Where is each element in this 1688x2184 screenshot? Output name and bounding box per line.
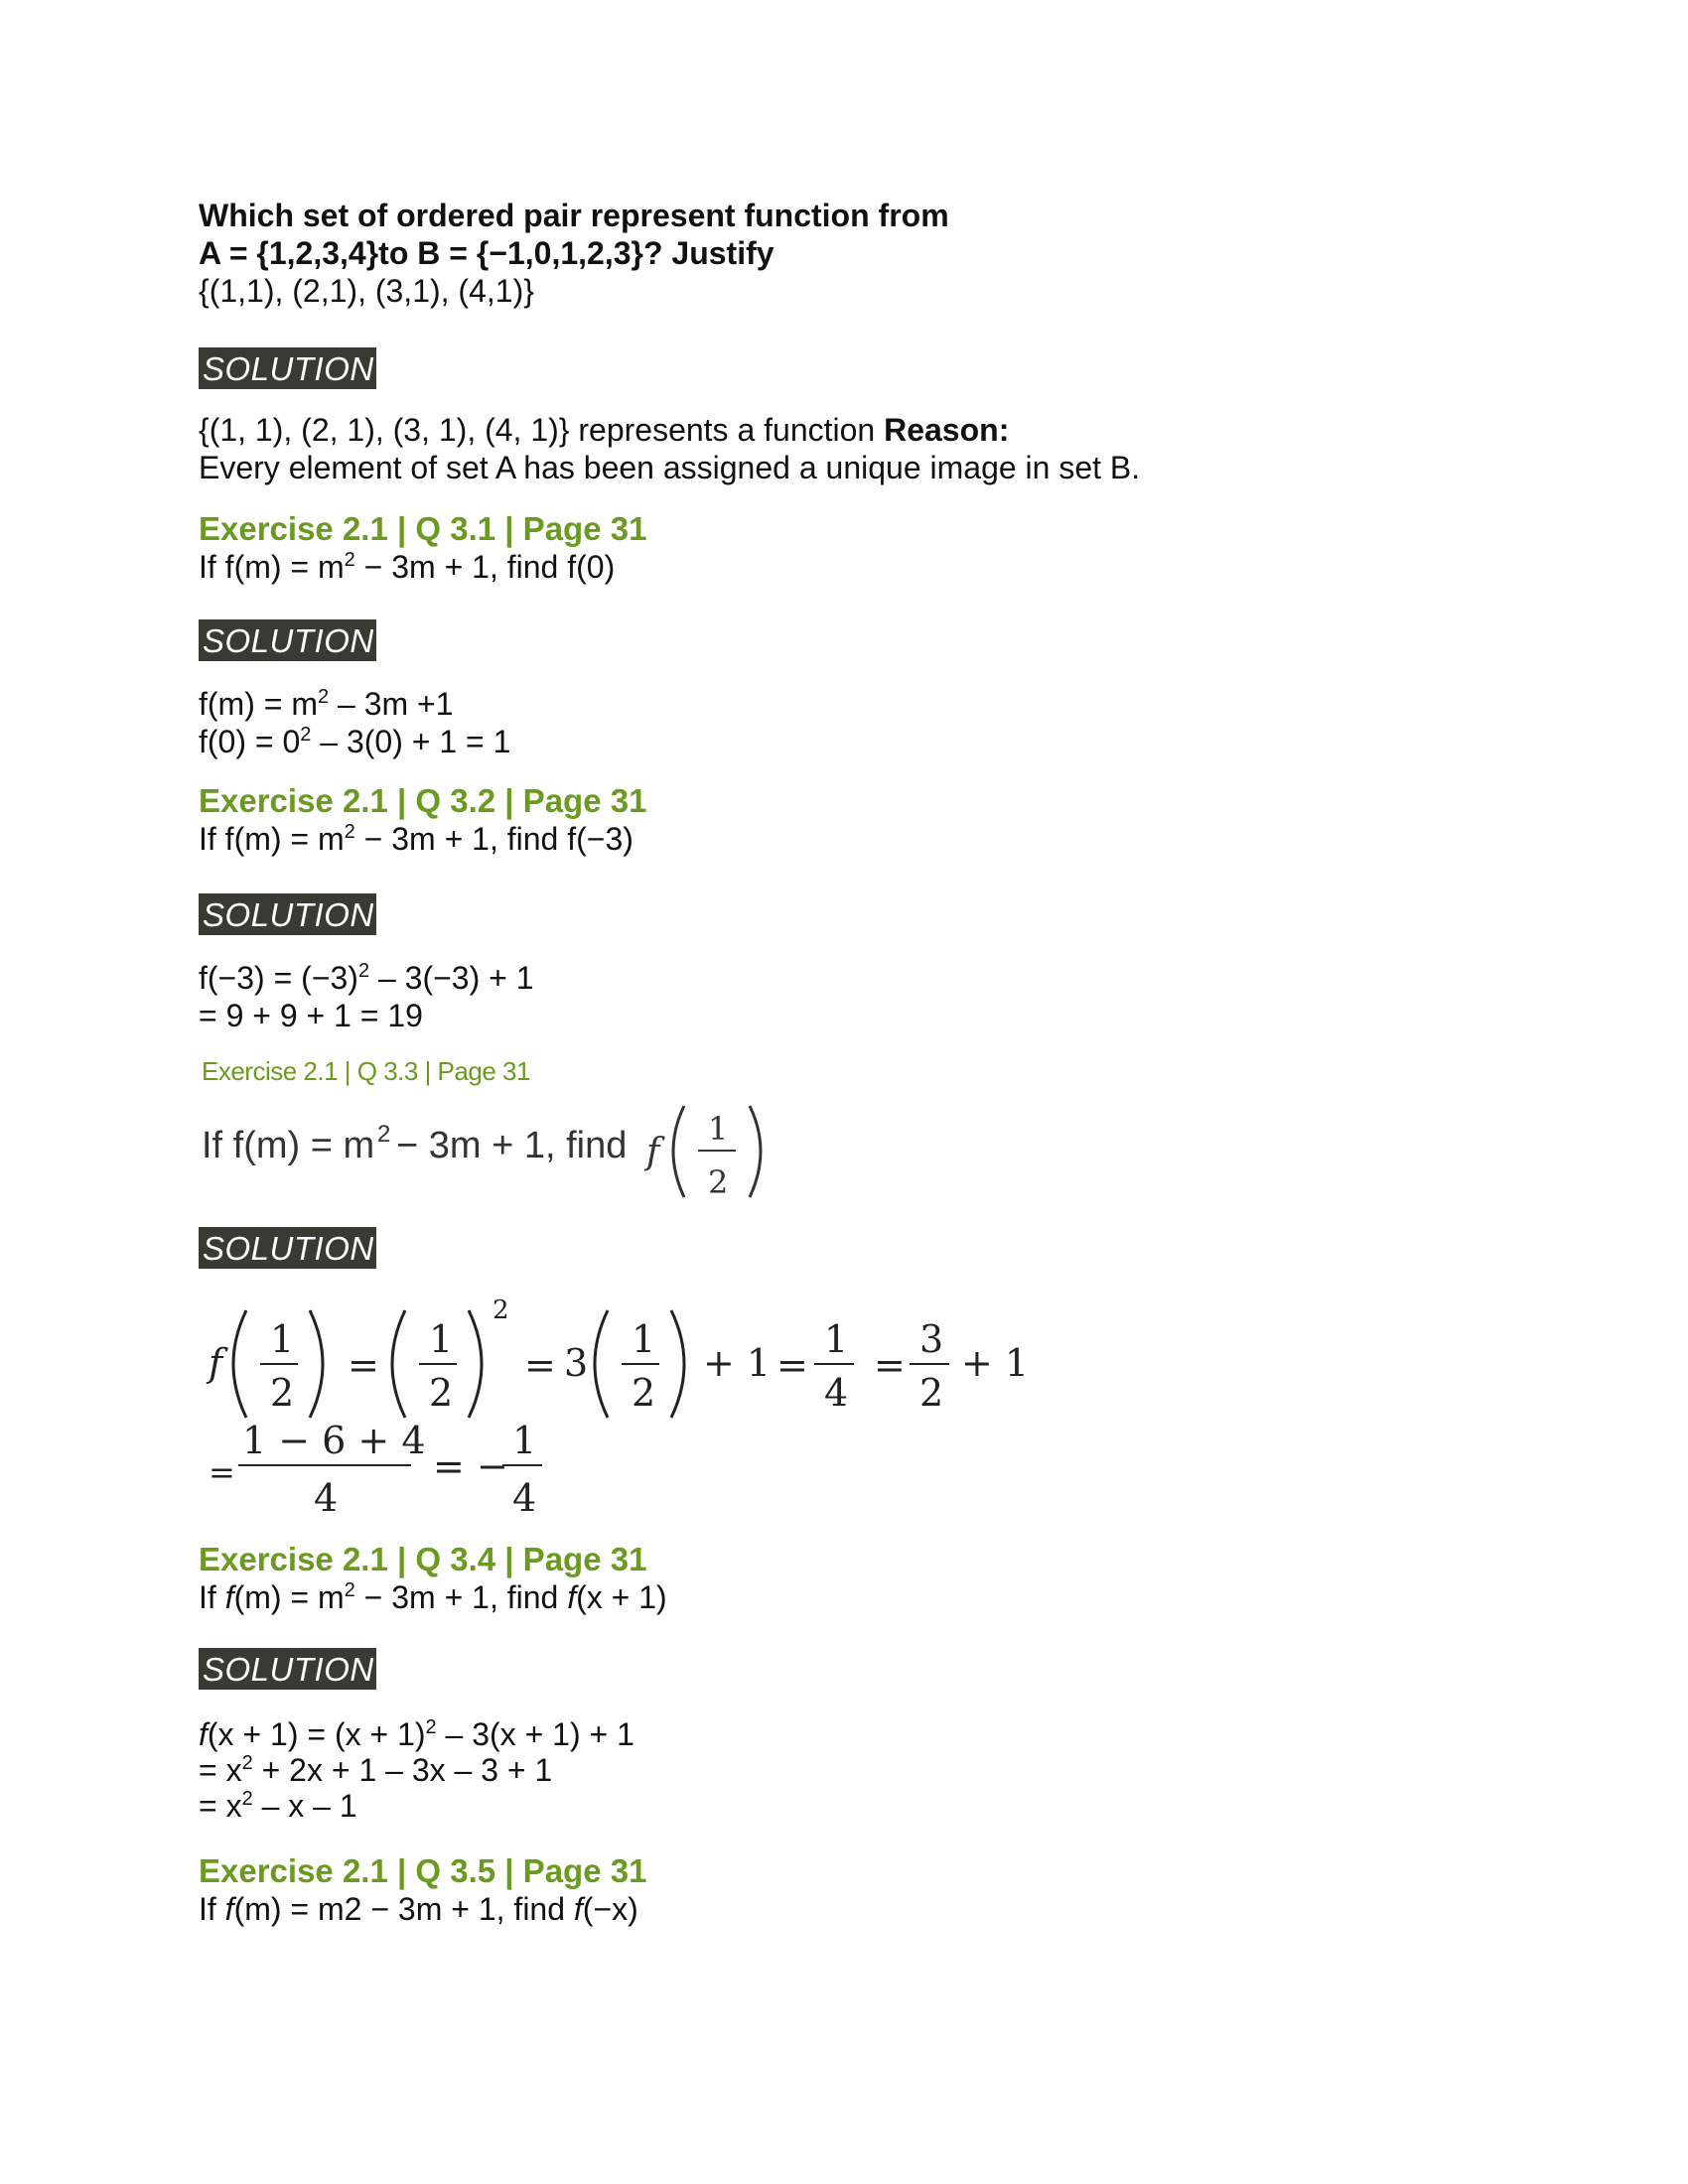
numerator: 1	[429, 1317, 454, 1361]
f-symbol: f	[199, 1716, 208, 1752]
q-text: (m) = m2 − 3m + 1, find	[233, 1891, 574, 1927]
equals: =	[209, 1453, 235, 1491]
solution-label: SOLUTION	[199, 893, 376, 935]
q-text-end: (x + 1)	[576, 1579, 667, 1615]
solution-label: SOLUTION	[199, 1227, 376, 1269]
s-sup: 2	[357, 960, 370, 982]
denominator: 2	[270, 1371, 295, 1415]
solution-label: SOLUTION	[199, 619, 376, 661]
numerator: 1	[512, 1419, 537, 1462]
solution-1-reason: Reason:	[884, 412, 1010, 448]
exercise-3-3-question	[202, 1096, 797, 1210]
numerator: 1	[270, 1317, 295, 1361]
solution-3-1-line-1	[199, 685, 454, 723]
f-symbol: f	[646, 1132, 660, 1172]
q-text-end: (−x)	[582, 1891, 638, 1927]
exercise-3-2-heading: Exercise 2.1 | Q 3.2 | Page 31	[199, 782, 647, 819]
f-symbol: f	[573, 1891, 583, 1927]
equals: =	[348, 1343, 379, 1387]
right-paren	[750, 1106, 761, 1197]
plus-one: + 1	[703, 1341, 772, 1385]
denominator: 4	[824, 1371, 849, 1415]
equals: =	[874, 1343, 906, 1387]
exercise-3-1-question	[199, 548, 615, 586]
paren	[595, 1310, 608, 1418]
exercise-3-2-question	[199, 820, 633, 858]
q-sup: 2	[344, 549, 355, 571]
s-text-end: – 3(x + 1) + 1	[436, 1716, 634, 1752]
denominator: 4	[314, 1476, 339, 1520]
q-text: If f(m) = m	[202, 1125, 375, 1166]
left-paren	[673, 1106, 684, 1197]
question-1-line-3: {(1,1), (2,1), (3,1), (4,1)}	[199, 273, 534, 309]
q-sup: 2	[377, 1121, 391, 1148]
f-symbol: f	[567, 1579, 577, 1615]
denominator: 2	[919, 1371, 944, 1415]
s-text-end: – 3m +1	[329, 686, 454, 722]
s-text-end: – 3(−3) + 1	[369, 960, 534, 996]
numerator: 1	[824, 1317, 849, 1361]
s-sup: 2	[241, 1752, 253, 1774]
solution-3-4-line-2	[199, 1751, 552, 1789]
exercise-3-4-question	[199, 1578, 667, 1616]
q-text: If	[199, 1579, 225, 1615]
denominator: 2	[708, 1163, 729, 1201]
solution-3-2-line-2: = 9 + 9 + 1 = 19	[199, 998, 423, 1033]
s-text: = x	[199, 1788, 242, 1824]
s-text: (x + 1) = (x + 1)	[207, 1716, 426, 1752]
solution-3-1-line-2	[199, 723, 510, 760]
s-sup: 2	[317, 686, 330, 708]
solution-3-3-math	[199, 1289, 1072, 1562]
denominator: 2	[429, 1371, 454, 1415]
exercise-3-4-heading: Exercise 2.1 | Q 3.4 | Page 31	[199, 1541, 647, 1577]
equals: =	[524, 1343, 556, 1387]
solution-1-line-1	[199, 411, 1009, 449]
exponent: 2	[492, 1296, 509, 1325]
question-1-line-1: Which set of ordered pair represent function from	[199, 198, 949, 233]
q-text-end: − 3m + 1, find f(0)	[354, 549, 616, 585]
paren	[469, 1310, 482, 1418]
solution-label: SOLUTION	[199, 1648, 376, 1690]
solution-1-text: {(1, 1), (2, 1), (3, 1), (4, 1)} represents a function	[199, 412, 885, 448]
numerator: 1	[708, 1110, 729, 1148]
q-text: If	[199, 1891, 225, 1927]
s-text: f(m) = m	[199, 686, 318, 722]
question-1-line-2: A = {1,2,3,4}to B = {−1,0,1,2,3}? Justify	[199, 235, 774, 271]
q-text: (m) = m	[233, 1579, 345, 1615]
f-symbol: f	[209, 1341, 223, 1385]
q-text-end: − 3m + 1, find	[396, 1125, 628, 1166]
f-symbol: f	[224, 1891, 234, 1927]
s-text: f(−3) = (−3)	[199, 960, 358, 996]
denominator: 4	[512, 1476, 537, 1520]
numerator: 3	[919, 1317, 944, 1361]
q-text: − 3m + 1, find	[354, 1579, 568, 1615]
solution-3-2-line-1	[199, 959, 534, 997]
s-text-end: – x – 1	[252, 1788, 357, 1824]
q-text: If f(m) = m	[199, 821, 345, 857]
s-text-end: + 2x + 1 – 3x – 3 + 1	[252, 1752, 553, 1788]
numerator: 1 − 6 + 4	[242, 1419, 426, 1462]
solution-1-line-2: Every element of set A has been assigned a unique image in set B.	[199, 450, 1141, 485]
minus: −	[477, 1444, 508, 1488]
solution-label: SOLUTION	[199, 347, 376, 389]
paren	[233, 1310, 246, 1418]
coefficient: 3	[564, 1341, 589, 1385]
exercise-3-3-question-svg	[202, 1096, 797, 1205]
paren	[392, 1310, 405, 1418]
exercise-3-1-heading: Exercise 2.1 | Q 3.1 | Page 31	[199, 510, 647, 547]
s-sup: 2	[300, 724, 312, 746]
f-symbol: f	[224, 1579, 234, 1615]
equals: =	[776, 1343, 808, 1387]
denominator: 2	[632, 1371, 656, 1415]
s-sup: 2	[241, 1788, 253, 1810]
s-text: = x	[199, 1752, 242, 1788]
q-text: If f(m) = m	[199, 549, 345, 585]
paren	[671, 1310, 684, 1418]
solution-3-4-line-3	[199, 1787, 357, 1825]
solution-3-4-line-1	[199, 1715, 634, 1753]
equals: =	[433, 1444, 465, 1488]
numerator: 1	[632, 1317, 656, 1361]
paren	[310, 1310, 323, 1418]
plus-one: + 1	[961, 1341, 1030, 1385]
s-text: f(0) = 0	[199, 724, 301, 759]
exercise-3-5-question	[199, 1890, 638, 1928]
s-text-end: – 3(0) + 1 = 1	[311, 724, 511, 759]
solution-3-3-svg	[199, 1289, 1072, 1557]
q-sup: 2	[344, 821, 355, 843]
exercise-3-5-heading: Exercise 2.1 | Q 3.5 | Page 31	[199, 1852, 647, 1889]
s-sup: 2	[425, 1716, 437, 1738]
q-sup: 2	[344, 1579, 355, 1601]
exercise-3-3-heading: Exercise 2.1 | Q 3.3 | Page 31	[202, 1056, 530, 1086]
q-text-end: − 3m + 1, find f(−3)	[354, 821, 633, 857]
